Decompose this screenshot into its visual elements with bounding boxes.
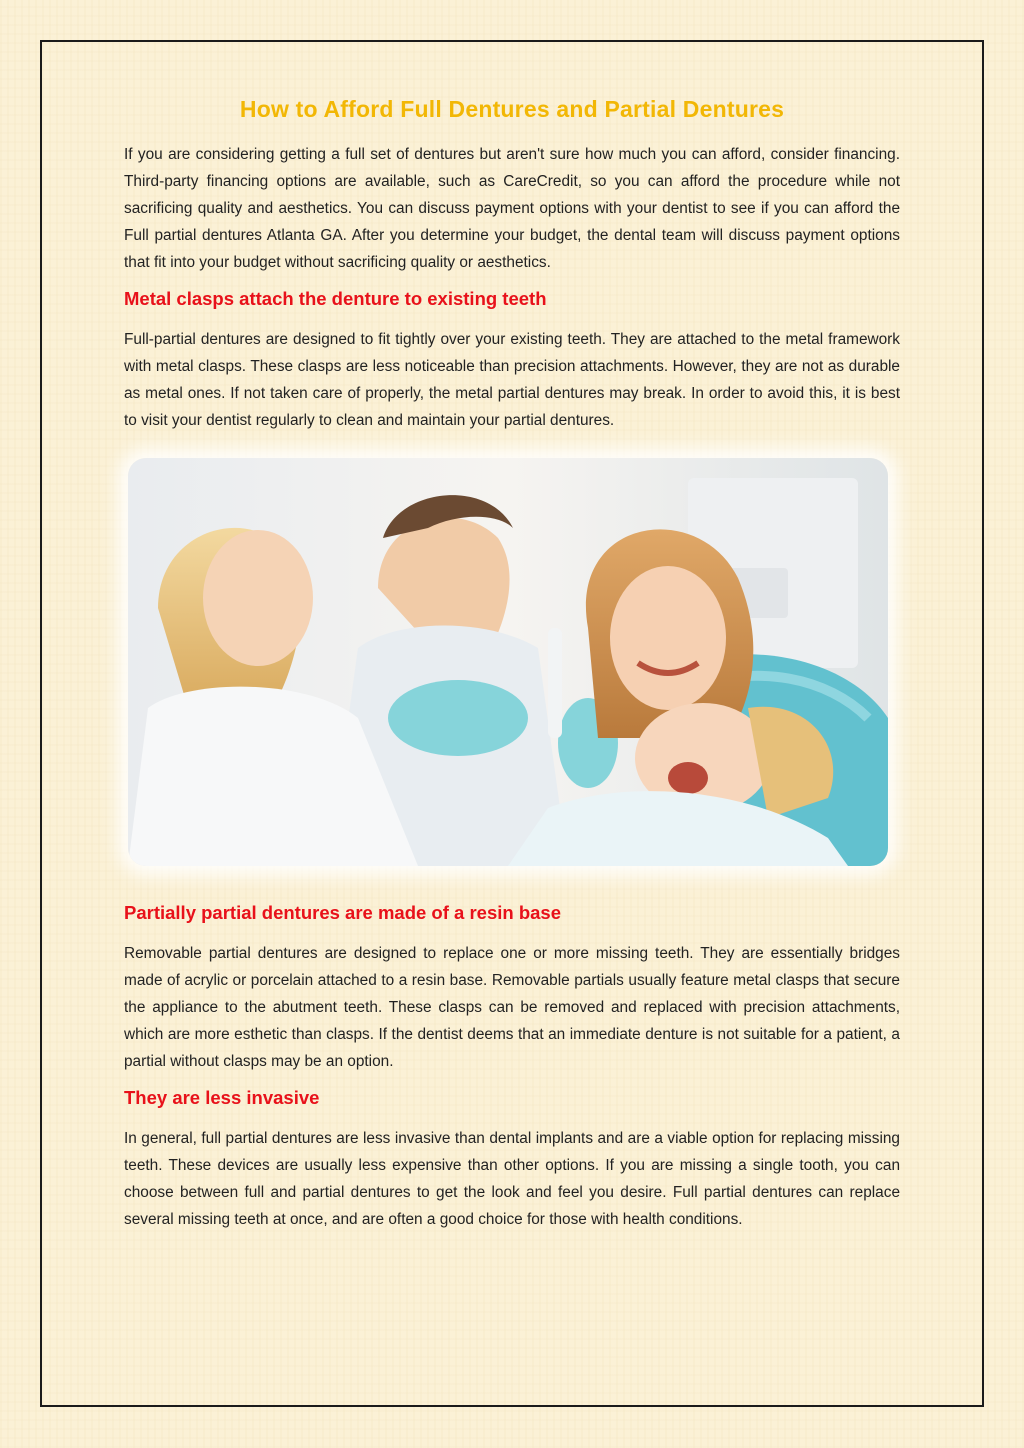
page-title: How to Afford Full Dentures and Partial Dentures (239, 96, 785, 122)
section-body-resin-base: Removable partial dentures are designed to replace one or more missing teeth. They are essentially bridges made of acrylic or porcelain attached to a resin base. Removable partials usually feature metal clasps that secure the appliance to the abutment teeth. These clasps can be removed and replaced with precision attachments, which are more esthetic than clasps. If the dentist deems that an immediate denture is not suitable for a patient, a partial without clasps may be an option. (124, 945, 900, 1070)
section-heading-resin-base: Partially partial dentures are made of a resin base (124, 902, 561, 923)
section-heading-metal-clasps: Metal clasps attach the denture to existing teeth (124, 288, 547, 309)
document-body (124, 96, 900, 1233)
dental-family-photo (128, 458, 888, 866)
section-body-less-invasive: In general, full partial dentures are less invasive than dental implants and are a viable option for replacing missing teeth. These devices are usually less expensive than other options. If you are missing a single tooth, you can choose between full and partial dentures to get the look and feel you desire. Full partial dentures can replace several missing teeth at once, and are often a good choice for those with health conditions. (124, 1130, 900, 1228)
intro-paragraph: If you are considering getting a full set of dentures but aren't sure how much you can afford, consider financing. Third-party financing options are available, such as CareCredit, so you can afford the procedure while not sacrificing quality and aesthetics. You can discuss payment options with your dentist to see if you can afford the Full partial dentures Atlanta GA. After you determine your budget, the dental team will discuss payment options that fit into your budget without sacrificing quality or aesthetics. (124, 146, 900, 271)
section-body-metal-clasps: Full-partial dentures are designed to fit tightly over your existing teeth. They are attached to the metal framework with metal clasps. These clasps are less noticeable than precision attachments. However, they are not as durable as metal ones. If not taken care of properly, the metal partial dentures may break. In order to avoid this, it is best to visit your dentist regularly to clean and maintain your partial dentures. (124, 331, 900, 429)
section-heading-less-invasive: They are less invasive (124, 1087, 320, 1108)
